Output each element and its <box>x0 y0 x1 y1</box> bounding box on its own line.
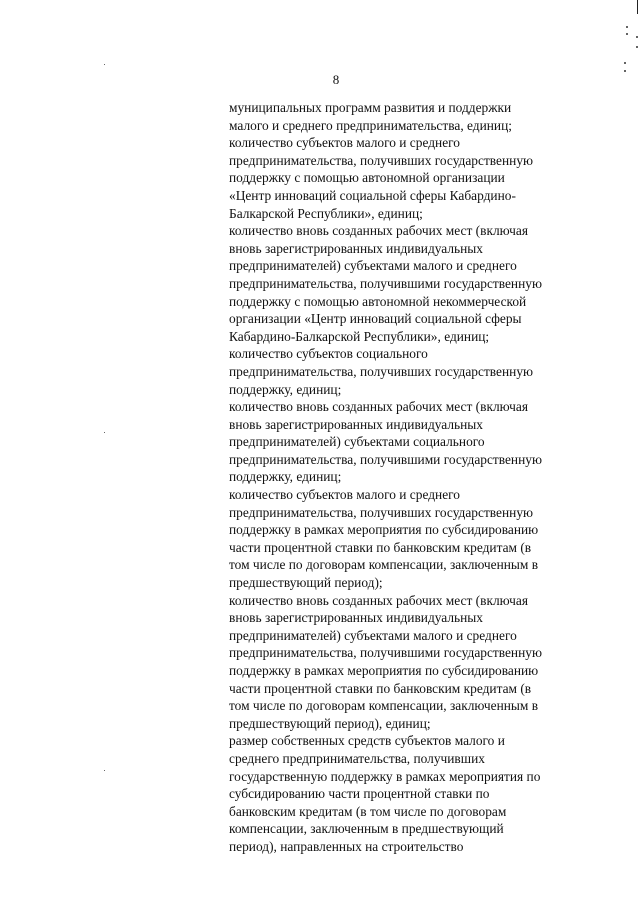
text-line: банковским кредитам (в том числе по договорам <box>229 803 507 819</box>
text-line: поддержку с помощью автономной организации <box>229 170 505 186</box>
text-line: Кабардино-Балкарской Республики», единиц; <box>229 328 490 344</box>
text-line: количество субъектов малого и среднего <box>229 135 460 151</box>
text-line: вновь зарегистрированных индивидуальных <box>229 416 484 432</box>
text-line: том числе по договорам компенсации, заключенным в <box>229 557 539 573</box>
scan-edge-mark <box>637 0 638 14</box>
scan-dot <box>636 46 638 48</box>
text-line: субсидированию части процентной ставки по <box>229 786 490 802</box>
text-line: поддержку в рамках мероприятия по субсидированию <box>229 522 539 538</box>
text-line: предпринимательства, получившими государственную <box>229 645 542 661</box>
text-line: Балкарской Республики», единиц; <box>229 205 423 221</box>
text-line: количество субъектов социального <box>229 346 428 362</box>
scan-dot <box>636 36 638 38</box>
text-line: вновь зарегистрированных индивидуальных <box>229 610 484 626</box>
text-line: предпринимателей) субъектами малого и среднего <box>229 627 517 643</box>
text-line: поддержку с помощью автономной некоммерческой <box>229 293 527 309</box>
text-line: поддержку, единиц; <box>229 381 342 397</box>
text-line: поддержку, единиц; <box>229 469 342 485</box>
text-line: части процентной ставки по банковским кредитам (в <box>229 680 532 696</box>
text-line: малого и среднего предпринимательства, единиц; <box>229 117 512 133</box>
text-line: том числе по договорам компенсации, заключенным в <box>229 698 539 714</box>
scan-dot <box>104 64 105 65</box>
text-line: организации «Центр инноваций социальной сферы <box>229 311 522 327</box>
text-line: части процентной ставки по банковским кредитам (в <box>229 539 532 555</box>
text-line: предшествующий период); <box>229 575 383 591</box>
text-line: предпринимательства, получившими государственную <box>229 275 542 291</box>
page-number: 8 <box>332 72 340 87</box>
text-line: период), направленных на строительство <box>229 838 464 854</box>
text-line: предпринимателей) субъектами социального <box>229 434 485 450</box>
text-line: предшествующий период), единиц; <box>229 715 431 731</box>
scan-dot <box>626 33 628 35</box>
text-line: предпринимательства, получившими государственную <box>229 451 542 467</box>
text-line: предпринимателей) субъектами малого и среднего <box>229 258 517 274</box>
document-body <box>229 99 629 856</box>
scan-dot <box>104 770 105 771</box>
text-line: «Центр инноваций социальной сферы Кабардино- <box>229 187 516 203</box>
text-line: количество вновь созданных рабочих мест (включая <box>229 592 528 608</box>
text-line: предпринимательства, получивших государственную <box>229 504 534 520</box>
text-line: среднего предпринимательства, получивших <box>229 750 485 766</box>
text-line: муниципальных программ развития и поддержки <box>229 100 512 115</box>
text-line: государственную поддержку в рамках мероприятия по <box>229 768 541 784</box>
text-line: предпринимательства, получивших государственную <box>229 152 534 168</box>
text-line: вновь зарегистрированных индивидуальных <box>229 240 484 256</box>
text-line: поддержку в рамках мероприятия по субсидированию <box>229 663 539 678</box>
text-line: количество вновь созданных рабочих мест (включая <box>229 399 528 415</box>
text-line: количество субъектов малого и среднего <box>229 487 460 503</box>
scan-dot <box>624 62 626 64</box>
text-line: количество вновь созданных рабочих мест (включая <box>229 223 528 239</box>
scan-dot <box>626 26 628 28</box>
text-line: размер собственных средств субъектов малого и <box>229 733 505 749</box>
scan-dot <box>104 432 105 433</box>
text-line: предпринимательства, получивших государственную <box>229 363 534 379</box>
text-line: компенсации, заключенным в предшествующий <box>229 821 504 837</box>
